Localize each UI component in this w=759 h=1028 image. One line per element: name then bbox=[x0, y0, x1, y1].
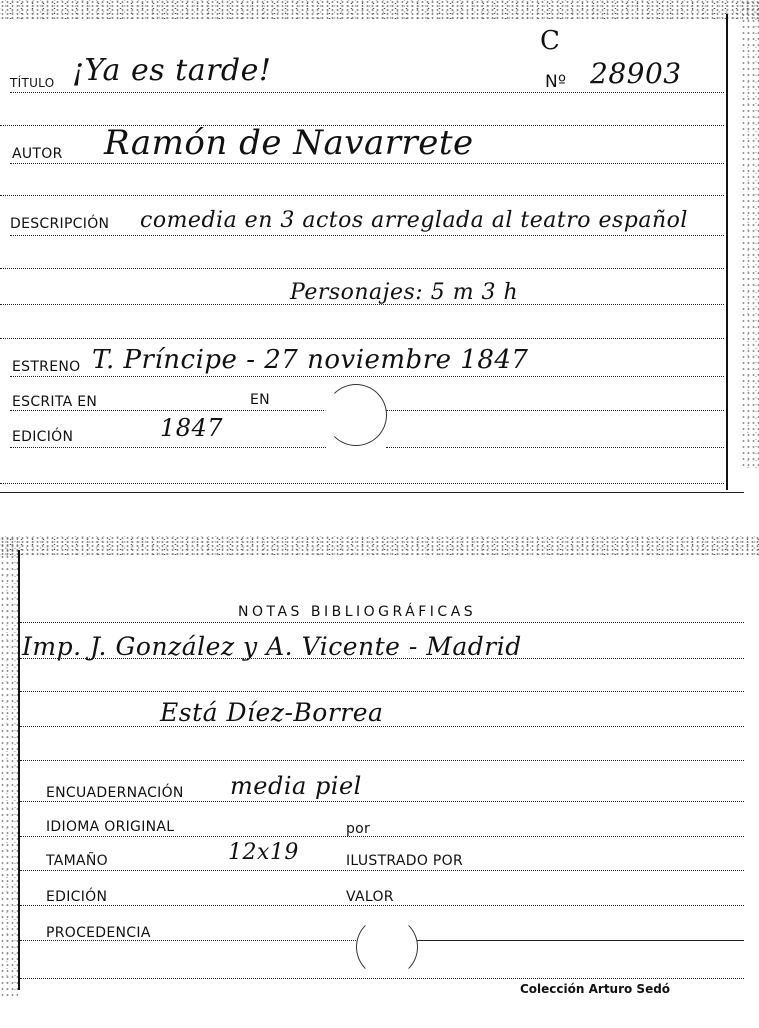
card-separator bbox=[0, 492, 744, 493]
catalog-card-back bbox=[0, 536, 759, 1006]
estreno-value: T. Príncipe - 27 noviembre 1847 bbox=[92, 345, 529, 375]
escrita-en-label: ESCRITA EN bbox=[12, 394, 98, 410]
blank-rule bbox=[0, 268, 724, 269]
titulo-rule bbox=[10, 92, 724, 93]
descripcion-value: comedia en 3 actos arreglada al teatro español bbox=[140, 208, 688, 233]
por-label: por bbox=[346, 821, 371, 837]
autor-value: Ramón de Navarrete bbox=[104, 123, 474, 163]
punch-hole bbox=[356, 916, 418, 978]
scan-speckle-band bbox=[0, 536, 759, 556]
blank-rule bbox=[0, 338, 724, 339]
procedencia-rule-right bbox=[416, 940, 744, 941]
estreno-rule bbox=[10, 376, 724, 377]
bottom-rule bbox=[20, 978, 744, 979]
idioma-label: IDIOMA ORIGINAL bbox=[46, 819, 175, 835]
valor-label: VALOR bbox=[346, 889, 394, 905]
blank-rule bbox=[0, 304, 724, 305]
blank-rule bbox=[0, 483, 724, 484]
idioma-rule bbox=[20, 836, 744, 837]
tamano-rule bbox=[20, 870, 744, 871]
edicion-value: 1847 bbox=[160, 414, 224, 442]
titulo-value: ¡Ya es tarde! bbox=[72, 53, 272, 88]
edicion-label: EDICIÓN bbox=[12, 429, 74, 445]
autor-label: AUTOR bbox=[12, 146, 63, 162]
encuadernacion-value: media piel bbox=[230, 772, 362, 800]
scan-speckle-edge bbox=[741, 0, 759, 470]
numero-label: Nº bbox=[545, 72, 567, 92]
estreno-label: ESTRENO bbox=[12, 359, 81, 375]
descripcion-rule bbox=[10, 235, 724, 236]
encuadernacion-rule bbox=[20, 801, 744, 802]
notes-line-2: Está Díez-Borrea bbox=[160, 698, 384, 727]
notes-rule bbox=[20, 658, 744, 659]
escrita-en-rule bbox=[10, 410, 326, 411]
edicion-back-rule bbox=[20, 905, 744, 906]
notes-rule bbox=[20, 760, 744, 761]
encuadernacion-label: ENCUADERNACIÓN bbox=[46, 785, 184, 801]
numero-value: 28903 bbox=[590, 57, 682, 90]
personajes-value: Personajes: 5 m 3 h bbox=[290, 280, 519, 305]
heading-rule bbox=[20, 622, 744, 623]
punch-hole bbox=[325, 384, 387, 446]
escrita-en-rule-right bbox=[386, 410, 724, 411]
notes-rule bbox=[20, 726, 744, 727]
scan-speckle-band bbox=[0, 0, 759, 20]
en-label: EN bbox=[250, 392, 270, 408]
scan-speckle-edge bbox=[0, 536, 18, 996]
tamano-label: TAMAÑO bbox=[46, 853, 108, 869]
titulo-label: TÍTULO bbox=[10, 76, 55, 90]
card-edge bbox=[18, 550, 20, 990]
tamano-value: 12x19 bbox=[228, 840, 299, 865]
ilustrado-label: ILUSTRADO POR bbox=[346, 853, 463, 869]
procedencia-rule bbox=[20, 940, 356, 941]
descripcion-label: DESCRIPCIÓN bbox=[10, 216, 110, 232]
edicion-rule-right bbox=[386, 447, 724, 448]
catalog-card-front bbox=[0, 0, 759, 492]
edicion-back-label: EDICIÓN bbox=[46, 889, 108, 905]
blank-rule bbox=[0, 195, 724, 196]
collection-credit: Colección Arturo Sedó bbox=[520, 982, 671, 996]
edicion-rule bbox=[10, 447, 326, 448]
notes-rule bbox=[20, 691, 744, 692]
procedencia-label: PROCEDENCIA bbox=[46, 925, 151, 941]
notas-heading: NOTAS BIBLIOGRÁFICAS bbox=[238, 604, 477, 620]
card-edge bbox=[726, 14, 728, 490]
notes-line-1: Imp. J. González y A. Vicente - Madrid bbox=[22, 632, 522, 661]
autor-rule bbox=[10, 163, 724, 164]
c-mark: C bbox=[540, 26, 561, 56]
